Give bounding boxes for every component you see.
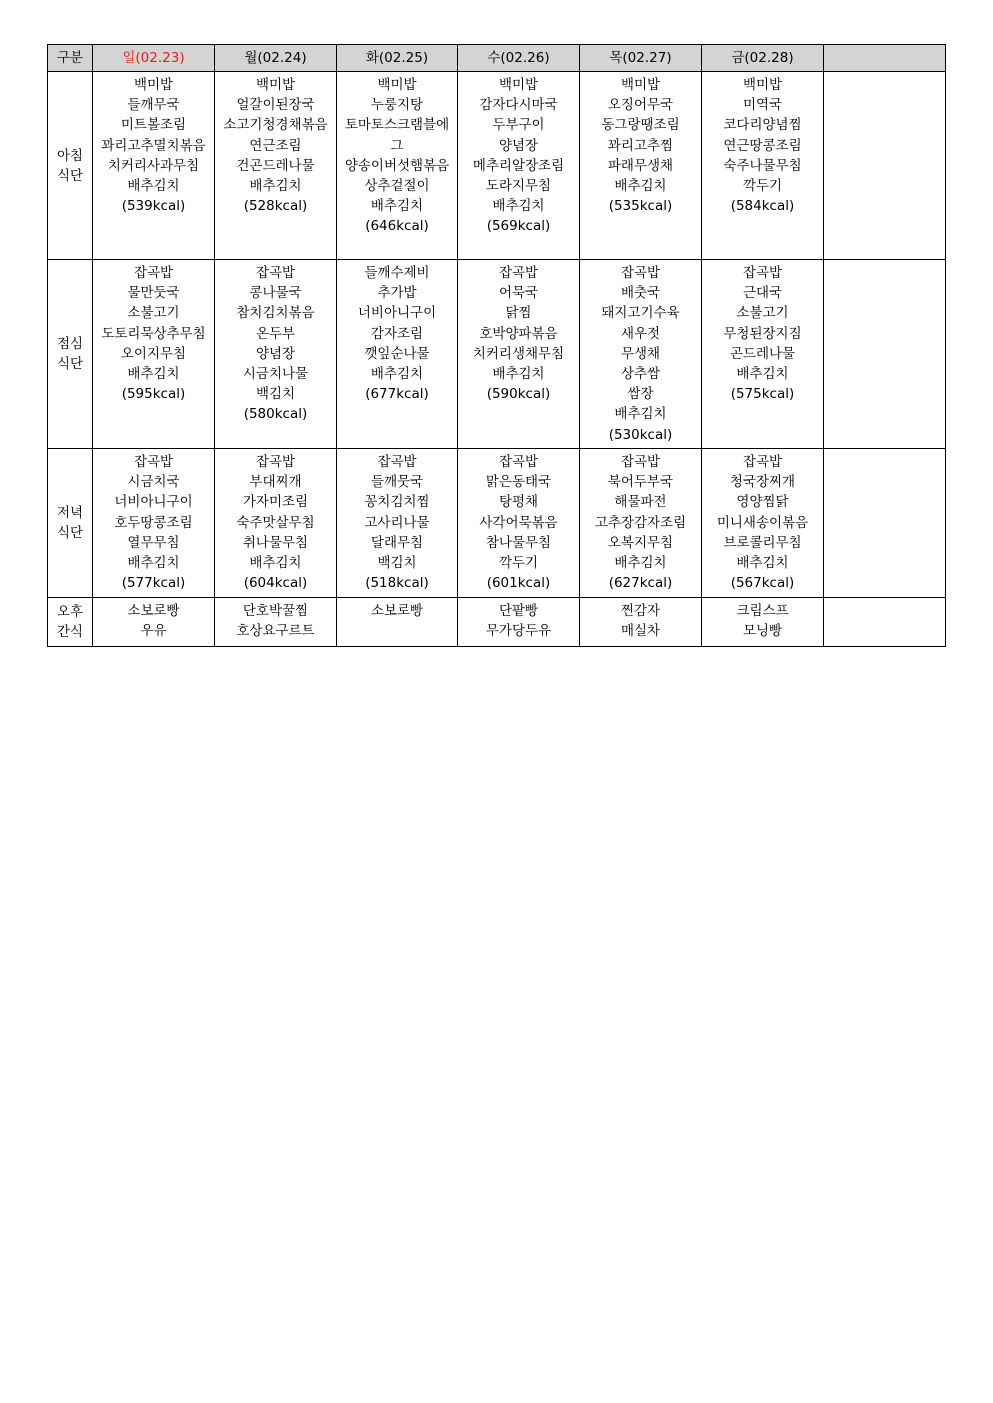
menu-item: 시금치나물 [242,366,309,383]
menu-item: 배추김치 [614,178,667,195]
menu-cell [702,260,824,449]
menu-item: 배추김치 [736,366,789,383]
meal-row-lunch [48,260,946,449]
menu-cell-content [93,263,214,404]
menu-cell [824,260,946,449]
menu-item: 백미밥 [498,77,539,93]
meal-label-line: 식단 [56,356,84,372]
menu-item: 백미밥 [742,77,783,93]
menu-item: 오징어무국 [607,97,674,114]
menu-item: 사각어묵볶음 [479,514,558,531]
menu-item: 매실차 [620,623,661,640]
menu-item: 근대국 [742,285,783,302]
menu-cell [702,449,824,598]
menu-item: 곤드레나물 [729,345,796,362]
menu-cell [93,598,215,647]
menu-item: 모닝빵 [742,623,783,640]
menu-item: 미역국 [742,97,783,114]
menu-item: 잡곡밥 [255,454,296,470]
menu-item: 미니새송이볶음 [716,514,809,531]
menu-cell [580,598,702,647]
menu-cell-content [702,601,823,641]
menu-cell-content [215,263,336,425]
menu-item: 배추김치 [127,366,180,383]
menu-cell [824,72,946,260]
menu-item: 동그랑땡조림 [601,117,680,134]
menu-cell-content [337,263,457,404]
menu-item: 가자미조림 [242,494,309,511]
menu-item: (567kcal) [730,575,795,592]
menu-item: 잡곡밥 [377,454,417,470]
menu-item: (590kcal) [486,386,551,403]
menu-item: 시금치국 [127,474,180,491]
menu-item: 잡곡밥 [742,265,783,281]
menu-item: 들깨무국 [127,97,180,114]
menu-cell-content [337,452,457,593]
menu-item: 양송이버섯햄볶음 [344,157,450,174]
menu-item: 감자다시마국 [479,97,558,114]
menu-item: 소불고기 [127,305,180,322]
menu-item: 두부구이 [492,117,545,134]
weekly-menu-table [47,44,946,647]
header-row [48,45,946,72]
menu-item: 우유 [140,623,167,640]
menu-cell-content [93,75,214,216]
menu-item: (577kcal) [121,575,186,592]
menu-cell-content [215,452,336,593]
menu-cell [580,449,702,598]
menu-item: (575kcal) [730,386,795,403]
menu-item: 물만둣국 [127,285,180,302]
menu-cell [337,449,458,598]
menu-item: (528kcal) [243,198,308,215]
menu-cell-content [93,452,214,593]
menu-item: 영양찜닭 [736,494,789,511]
meal-label [48,72,93,260]
menu-cell [93,260,215,449]
menu-cell [337,260,458,449]
menu-item: (627kcal) [608,575,673,592]
menu-item: 건곤드레나물 [236,157,315,174]
menu-item: 브로콜리무침 [723,534,802,551]
menu-cell-content [702,452,823,593]
menu-item: (601kcal) [486,575,551,592]
menu-item: 고추장감자조림 [594,514,687,531]
day-header-mon: 월(02.24) [215,45,337,72]
menu-item: 잡곡밥 [498,454,539,470]
menu-cell [580,260,702,449]
menu-cell [824,598,946,647]
menu-item: 잡곡밥 [133,454,174,470]
menu-cell [337,72,458,260]
menu-cell-content [580,75,701,216]
menu-item: (580kcal) [243,406,308,423]
menu-item: 무청된장지짐 [723,325,802,342]
menu-item: 도라지무침 [485,178,552,195]
menu-item: (535kcal) [608,198,673,215]
menu-item: (584kcal) [730,198,795,215]
menu-item: 꽁치김치찜 [364,494,430,511]
menu-item: 꽈리고추멸치볶음 [101,137,206,154]
menu-item: (539kcal) [121,198,186,215]
menu-cell [458,72,580,260]
day-header-tue: 화(02.25) [337,45,458,72]
menu-item: 소불고기 [736,305,789,322]
menu-item: 온두부 [255,325,296,342]
menu-item: 깍두기 [498,555,539,572]
menu-item: 배추김치 [492,198,545,215]
menu-item: (518kcal) [365,575,429,592]
meal-label-line: 오후 [56,604,84,620]
menu-item: 배추김치 [249,555,302,572]
menu-item: 백미밥 [377,77,417,93]
menu-item: 양념장 [498,137,539,154]
menu-cell-content [702,263,823,404]
menu-item: 호상요구르트 [236,623,315,640]
menu-cell-content [93,601,214,641]
menu-cell-content [458,75,579,237]
menu-cell [702,598,824,647]
menu-item: 너비아니구이 [114,494,193,511]
menu-item: 숙주맛살무침 [236,514,315,531]
menu-item: 새우젓 [620,325,661,342]
menu-item: 치커리사과무침 [107,157,200,174]
menu-item: 파래무생채 [607,157,674,174]
menu-item: 크림스프 [736,603,789,619]
menu-item: 누룽지탕 [370,97,424,114]
menu-cell [458,449,580,598]
menu-item: 잡곡밥 [255,265,296,281]
menu-item: 백미밥 [133,77,174,93]
menu-item: 배추김치 [614,406,667,423]
menu-item: 잡곡밥 [133,265,174,281]
menu-item: 콩나물국 [249,285,302,302]
menu-item: 꽈리고추찜 [607,137,674,154]
menu-item: 치커리생채무침 [472,345,565,362]
menu-item: 배추김치 [614,555,667,572]
menu-item: 참나물무침 [485,534,552,551]
menu-cell-content [580,263,701,445]
menu-item: 단호박꿀찜 [242,603,309,619]
menu-item: (604kcal) [243,575,308,592]
meal-row-breakfast [48,72,946,260]
menu-item: 소보로빵 [370,603,424,619]
menu-item: 배추김치 [370,198,424,215]
menu-item: (569kcal) [486,218,551,235]
menu-item: 배추김치 [127,178,180,195]
menu-item: 호두땅콩조림 [114,514,193,531]
menu-cell [337,598,458,647]
menu-item: 감자조림 [370,325,424,342]
menu-cell-content [458,452,579,593]
menu-item: 돼지고기수육 [601,305,680,322]
menu-cell-content [580,601,701,641]
menu-item: (677kcal) [365,386,429,403]
menu-cell [215,260,337,449]
menu-item: 잡곡밥 [742,454,783,470]
menu-item: 잡곡밥 [620,454,661,470]
menu-item: 메추리알장조림 [472,157,565,174]
menu-cell-content [337,75,457,237]
meal-label-line: 간식 [56,624,84,640]
menu-item: 어묵국 [498,285,539,302]
meal-label-line: 식단 [56,525,84,541]
menu-item: 잡곡밥 [620,265,661,281]
menu-item: 너비아니구이 [357,305,437,322]
menu-cell [93,72,215,260]
menu-cell-content [458,263,579,404]
menu-cell [580,72,702,260]
menu-item: 청국장찌개 [729,474,796,491]
menu-cell [215,449,337,598]
category-header: 구분 [48,45,93,72]
menu-item: 도토리묵상추무침 [101,325,206,342]
menu-item: 찐감자 [620,603,661,619]
menu-item: 쌈장 [627,386,654,403]
menu-item: 토마토스크램블에그 [344,117,450,154]
menu-cell [215,72,337,260]
menu-item: 호박양파볶음 [479,325,558,342]
menu-item: 달래무침 [370,534,424,551]
menu-item: 참치김치볶음 [236,305,315,322]
meal-label-line: 식단 [56,167,84,184]
menu-item: (646kcal) [365,218,429,235]
menu-cell [458,260,580,449]
menu-item: 소보로빵 [127,603,180,619]
menu-item: 연근땅콩조림 [723,137,802,154]
menu-item: 배추김치 [127,555,180,572]
menu-item: 미트볼조림 [120,117,187,134]
menu-item: 해물파전 [614,494,667,511]
menu-item: 취나물무침 [242,534,309,551]
meal-label [48,449,93,598]
day-header-fri: 금(02.28) [702,45,824,72]
menu-item: 들깨뭇국 [370,474,424,491]
day-header-wed: 수(02.26) [458,45,580,72]
menu-cell-content [702,75,823,216]
menu-item: 백미밥 [255,77,296,93]
menu-item: (530kcal) [608,426,673,443]
day-header-thu: 목(02.27) [580,45,702,72]
menu-cell-content [215,75,336,216]
menu-cell-content [337,601,457,621]
menu-item: 상추겉절이 [364,178,430,195]
menu-item: 얼갈이된장국 [236,97,315,114]
menu-cell [215,598,337,647]
menu-cell [458,598,580,647]
menu-item: 배추김치 [736,555,789,572]
menu-item: 깍두기 [742,178,783,195]
menu-item: 코다리양념찜 [723,117,802,134]
menu-item: 오복지무침 [607,534,674,551]
menu-item: 탕평채 [498,494,539,511]
menu-item: 닭찜 [505,305,532,322]
menu-item: 들깨수제비 [364,265,430,281]
menu-item: 배춧국 [620,285,661,302]
menu-item: 배추김치 [370,366,424,383]
menu-item: 단팥빵 [498,603,539,619]
meal-label [48,598,93,647]
menu-item: 백김치 [377,555,417,572]
meal-label-line: 저녁 [56,505,84,521]
menu-cell [702,72,824,260]
menu-item: 소고기청경채볶음 [223,117,328,134]
menu-cell-content [458,601,579,641]
menu-item: 연근조림 [249,137,302,154]
menu-item: 상추쌈 [620,366,661,383]
meal-label-line: 점심 [56,336,84,352]
menu-cell-content [580,452,701,593]
menu-item: 오이지무침 [120,345,187,362]
menu-cell-content [215,601,336,641]
menu-item: (595kcal) [121,386,186,403]
menu-item: 고사리나물 [364,514,430,531]
meal-label-line: 아침 [56,147,84,164]
menu-item: 추가밥 [377,285,417,302]
menu-item: 맑은동태국 [485,474,552,491]
meal-row-snack [48,598,946,647]
menu-item: 열무무침 [127,534,180,551]
menu-item: 숙주나물무침 [723,157,802,174]
menu-item: 양념장 [255,345,296,362]
menu-item: 잡곡밥 [498,265,539,281]
menu-item: 백미밥 [620,77,661,93]
day-header-extra [824,45,946,72]
meal-label [48,260,93,449]
menu-item: 무생채 [620,345,661,362]
day-header-sun: 일(02.23) [93,45,215,72]
menu-item: 무가당두유 [485,623,552,640]
meal-row-dinner [48,449,946,598]
menu-item: 깻잎순나물 [364,345,430,362]
menu-item: 북어두부국 [607,474,674,491]
menu-item: 백김치 [255,386,296,403]
menu-item: 배추김치 [249,178,302,195]
menu-item: 배추김치 [492,366,545,383]
menu-cell [824,449,946,598]
menu-item: 부대찌개 [249,474,302,491]
menu-cell [93,449,215,598]
